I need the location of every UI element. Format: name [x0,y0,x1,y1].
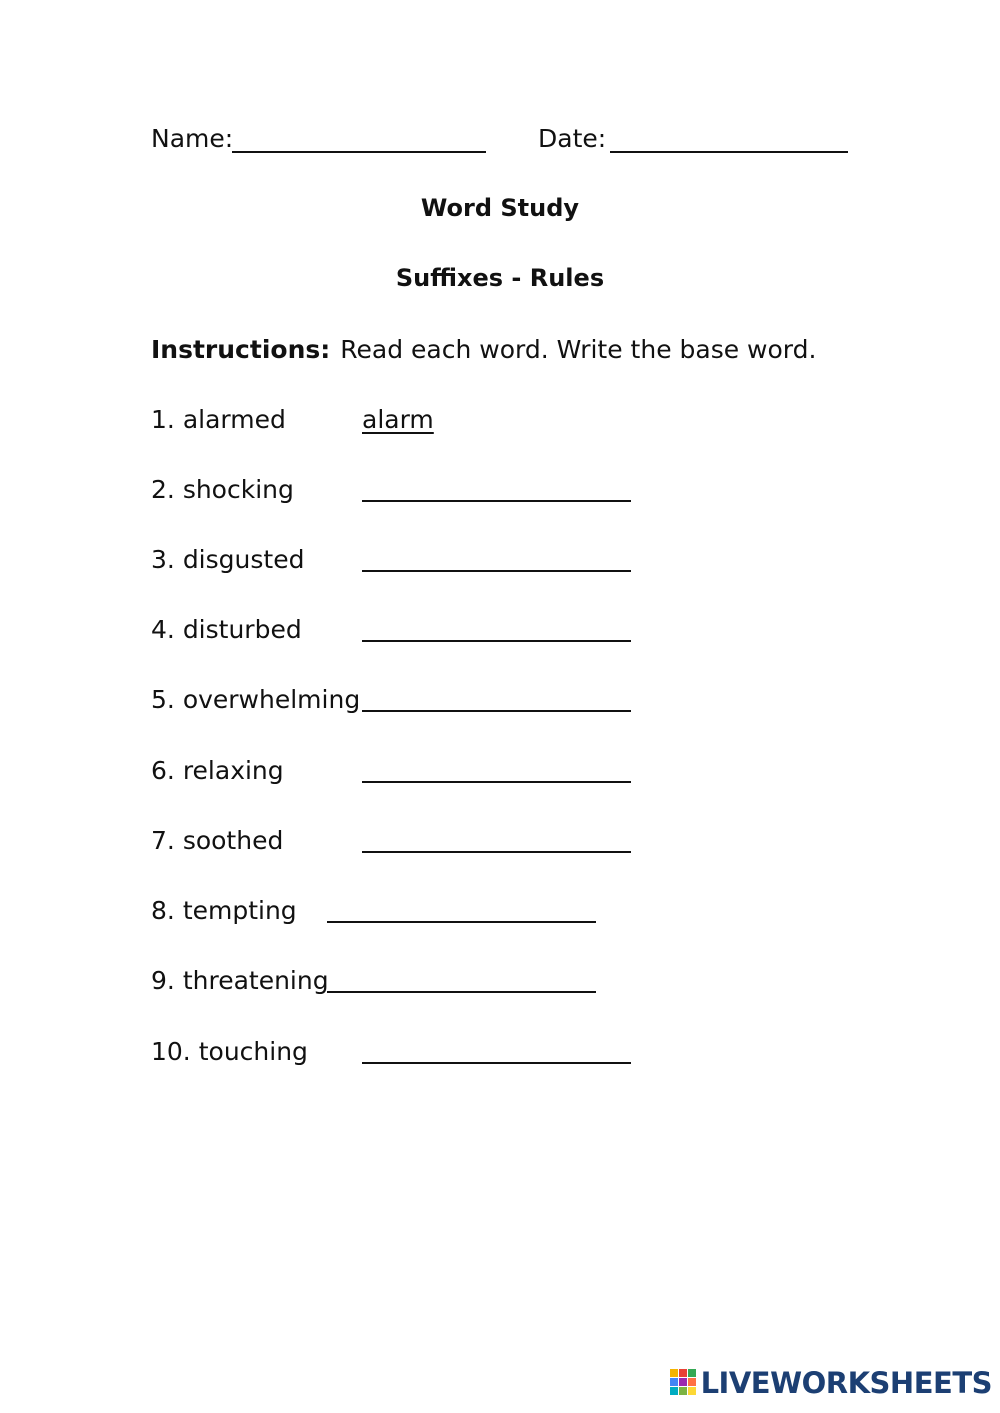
list-item [151,826,283,856]
answer-input-line[interactable] [362,1062,631,1064]
liveworksheets-logo-icon [669,1368,697,1398]
name-input-line[interactable] [232,151,486,153]
item-number: 10. [151,1037,191,1066]
list-item [151,475,294,505]
date-input-line[interactable] [610,151,848,153]
answer-input-line[interactable] [362,781,631,783]
liveworksheets-logo-text: LIVEWORKSHEETS [700,1366,992,1400]
answer-filled[interactable]: alarm [362,405,434,434]
answer-input-line[interactable] [362,710,631,712]
item-word: tempting [182,896,297,925]
page-title: Word Study [420,194,580,222]
liveworksheets-logo [669,1363,992,1403]
item-number: 5. [151,685,175,714]
item-word: disturbed [182,615,302,644]
name-label: Name: [151,124,234,153]
list-item [151,545,304,575]
item-word: shocking [182,475,294,504]
answer-input-line[interactable] [362,851,631,853]
item-number: 1. [151,405,175,434]
item-word: relaxing [182,756,284,785]
list-item [151,896,297,926]
instructions-label: Instructions: [151,335,331,364]
item-word: soothed [182,826,284,855]
item-word: touching [198,1037,308,1066]
item-word: disgusted [182,545,305,574]
list-item [151,756,284,786]
answer-input-line[interactable] [362,640,631,642]
date-label: Date: [538,124,607,153]
item-number: 6. [151,756,175,785]
list-item [151,615,302,645]
list-item [151,685,360,715]
answer-input-line[interactable] [362,570,631,572]
item-word: threatening [182,966,329,995]
item-number: 8. [151,896,175,925]
answer-input-line[interactable] [362,500,631,502]
item-word: overwhelming [182,685,361,714]
list-item [151,405,286,435]
item-number: 4. [151,615,175,644]
answer-input-line[interactable] [327,991,596,993]
item-number: 7. [151,826,175,855]
item-number: 2. [151,475,175,504]
instructions-text: Read each word. Write the base word. [340,335,817,364]
page-subtitle: Suffixes - Rules [395,264,605,292]
item-word: alarmed [182,405,286,434]
answer-input-line[interactable] [327,921,596,923]
list-item [151,966,329,996]
instructions [151,335,816,365]
list-item [151,1037,308,1067]
item-number: 9. [151,966,175,995]
item-number: 3. [151,545,175,574]
